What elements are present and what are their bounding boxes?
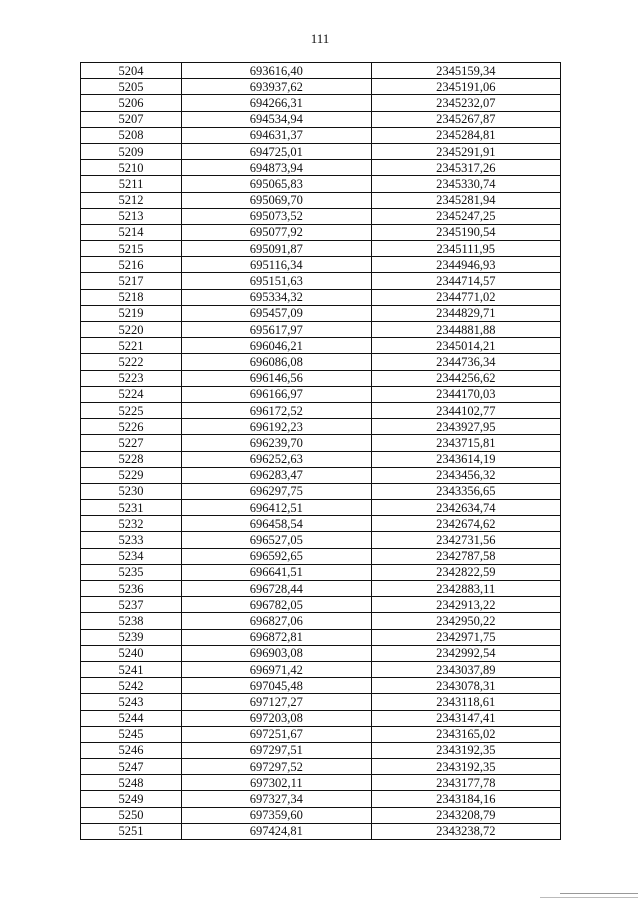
x-coordinate-cell: 697045,48 bbox=[182, 678, 371, 694]
table-row bbox=[81, 63, 561, 79]
point-number-cell: 5212 bbox=[81, 192, 182, 208]
y-coordinate-cell: 2344714,57 bbox=[371, 273, 561, 289]
table-row bbox=[81, 483, 561, 499]
y-coordinate-cell: 2345330,74 bbox=[371, 176, 561, 192]
table-row bbox=[81, 500, 561, 516]
point-number-cell: 5249 bbox=[81, 791, 182, 807]
point-number-cell: 5223 bbox=[81, 370, 182, 386]
y-coordinate-cell: 2345317,26 bbox=[371, 160, 561, 176]
table-row bbox=[81, 645, 561, 661]
point-number-cell: 5229 bbox=[81, 467, 182, 483]
y-coordinate-cell: 2344829,71 bbox=[371, 305, 561, 321]
x-coordinate-cell: 696146,56 bbox=[182, 370, 371, 386]
y-coordinate-cell: 2343208,79 bbox=[371, 807, 561, 823]
point-number-cell: 5251 bbox=[81, 823, 182, 839]
table-row bbox=[81, 257, 561, 273]
point-number-cell: 5236 bbox=[81, 581, 182, 597]
table-row bbox=[81, 208, 561, 224]
y-coordinate-cell: 2345281,94 bbox=[371, 192, 561, 208]
point-number-cell: 5215 bbox=[81, 241, 182, 257]
point-number-cell: 5211 bbox=[81, 176, 182, 192]
point-number-cell: 5234 bbox=[81, 548, 182, 564]
x-coordinate-cell: 696872,81 bbox=[182, 629, 371, 645]
table-row bbox=[81, 386, 561, 402]
x-coordinate-cell: 696728,44 bbox=[182, 581, 371, 597]
table-row bbox=[81, 661, 561, 677]
coordinates-table bbox=[80, 62, 561, 840]
y-coordinate-cell: 2342674,62 bbox=[371, 516, 561, 532]
table-row bbox=[81, 451, 561, 467]
point-number-cell: 5214 bbox=[81, 224, 182, 240]
y-coordinate-cell: 2343037,89 bbox=[371, 661, 561, 677]
point-number-cell: 5227 bbox=[81, 435, 182, 451]
point-number-cell: 5224 bbox=[81, 386, 182, 402]
point-number-cell: 5235 bbox=[81, 564, 182, 580]
table-row bbox=[81, 581, 561, 597]
x-coordinate-cell: 694534,94 bbox=[182, 111, 371, 127]
x-coordinate-cell: 697251,67 bbox=[182, 726, 371, 742]
x-coordinate-cell: 696239,70 bbox=[182, 435, 371, 451]
point-number-cell: 5206 bbox=[81, 95, 182, 111]
point-number-cell: 5225 bbox=[81, 402, 182, 418]
y-coordinate-cell: 2343456,32 bbox=[371, 467, 561, 483]
point-number-cell: 5216 bbox=[81, 257, 182, 273]
margin-rule bbox=[540, 897, 638, 898]
x-coordinate-cell: 695069,70 bbox=[182, 192, 371, 208]
point-number-cell: 5233 bbox=[81, 532, 182, 548]
y-coordinate-cell: 2345232,07 bbox=[371, 95, 561, 111]
y-coordinate-cell: 2345291,91 bbox=[371, 143, 561, 159]
y-coordinate-cell: 2342883,11 bbox=[371, 581, 561, 597]
y-coordinate-cell: 2344736,34 bbox=[371, 354, 561, 370]
table-row bbox=[81, 564, 561, 580]
x-coordinate-cell: 696412,51 bbox=[182, 500, 371, 516]
table-row bbox=[81, 370, 561, 386]
table-row bbox=[81, 467, 561, 483]
y-coordinate-cell: 2344771,02 bbox=[371, 289, 561, 305]
x-coordinate-cell: 693616,40 bbox=[182, 63, 371, 79]
point-number-cell: 5241 bbox=[81, 661, 182, 677]
y-coordinate-cell: 2343927,95 bbox=[371, 419, 561, 435]
x-coordinate-cell: 696641,51 bbox=[182, 564, 371, 580]
y-coordinate-cell: 2343715,81 bbox=[371, 435, 561, 451]
x-coordinate-cell: 697302,11 bbox=[182, 775, 371, 791]
page-number: 111 bbox=[310, 31, 330, 46]
x-coordinate-cell: 694266,31 bbox=[182, 95, 371, 111]
point-number-cell: 5250 bbox=[81, 807, 182, 823]
x-coordinate-cell: 694631,37 bbox=[182, 127, 371, 143]
y-coordinate-cell: 2342634,74 bbox=[371, 500, 561, 516]
x-coordinate-cell: 695457,09 bbox=[182, 305, 371, 321]
x-coordinate-cell: 697297,52 bbox=[182, 759, 371, 775]
x-coordinate-cell: 695151,63 bbox=[182, 273, 371, 289]
table-row bbox=[81, 742, 561, 758]
y-coordinate-cell: 2345267,87 bbox=[371, 111, 561, 127]
y-coordinate-cell: 2344170,03 bbox=[371, 386, 561, 402]
table-row bbox=[81, 322, 561, 338]
point-number-cell: 5238 bbox=[81, 613, 182, 629]
table-row bbox=[81, 95, 561, 111]
x-coordinate-cell: 697359,60 bbox=[182, 807, 371, 823]
table-row bbox=[81, 710, 561, 726]
point-number-cell: 5210 bbox=[81, 160, 182, 176]
y-coordinate-cell: 2343238,72 bbox=[371, 823, 561, 839]
y-coordinate-cell: 2345159,34 bbox=[371, 63, 561, 79]
x-coordinate-cell: 696971,42 bbox=[182, 661, 371, 677]
y-coordinate-cell: 2342992,54 bbox=[371, 645, 561, 661]
point-number-cell: 5205 bbox=[81, 79, 182, 95]
table-row bbox=[81, 402, 561, 418]
y-coordinate-cell: 2343118,61 bbox=[371, 694, 561, 710]
x-coordinate-cell: 695091,87 bbox=[182, 241, 371, 257]
x-coordinate-cell: 696458,54 bbox=[182, 516, 371, 532]
point-number-cell: 5226 bbox=[81, 419, 182, 435]
x-coordinate-cell: 697424,81 bbox=[182, 823, 371, 839]
x-coordinate-cell: 696252,63 bbox=[182, 451, 371, 467]
point-number-cell: 5207 bbox=[81, 111, 182, 127]
y-coordinate-cell: 2342971,75 bbox=[371, 629, 561, 645]
point-number-cell: 5228 bbox=[81, 451, 182, 467]
y-coordinate-cell: 2345284,81 bbox=[371, 127, 561, 143]
point-number-cell: 5248 bbox=[81, 775, 182, 791]
point-number-cell: 5246 bbox=[81, 742, 182, 758]
table-row bbox=[81, 613, 561, 629]
table-row bbox=[81, 111, 561, 127]
table-row bbox=[81, 224, 561, 240]
x-coordinate-cell: 694873,94 bbox=[182, 160, 371, 176]
point-number-cell: 5232 bbox=[81, 516, 182, 532]
y-coordinate-cell: 2342731,56 bbox=[371, 532, 561, 548]
point-number-cell: 5220 bbox=[81, 322, 182, 338]
x-coordinate-cell: 696046,21 bbox=[182, 338, 371, 354]
y-coordinate-cell: 2345247,25 bbox=[371, 208, 561, 224]
table-row bbox=[81, 338, 561, 354]
table-row bbox=[81, 176, 561, 192]
point-number-cell: 5213 bbox=[81, 208, 182, 224]
table-row bbox=[81, 435, 561, 451]
x-coordinate-cell: 697203,08 bbox=[182, 710, 371, 726]
table-row bbox=[81, 241, 561, 257]
point-number-cell: 5230 bbox=[81, 483, 182, 499]
y-coordinate-cell: 2345190,54 bbox=[371, 224, 561, 240]
point-number-cell: 5245 bbox=[81, 726, 182, 742]
x-coordinate-cell: 696527,05 bbox=[182, 532, 371, 548]
x-coordinate-cell: 696086,08 bbox=[182, 354, 371, 370]
y-coordinate-cell: 2343192,35 bbox=[371, 742, 561, 758]
x-coordinate-cell: 697297,51 bbox=[182, 742, 371, 758]
y-coordinate-cell: 2343165,02 bbox=[371, 726, 561, 742]
point-number-cell: 5243 bbox=[81, 694, 182, 710]
y-coordinate-cell: 2342950,22 bbox=[371, 613, 561, 629]
point-number-cell: 5239 bbox=[81, 629, 182, 645]
point-number-cell: 5244 bbox=[81, 710, 182, 726]
y-coordinate-cell: 2344946,93 bbox=[371, 257, 561, 273]
x-coordinate-cell: 696192,23 bbox=[182, 419, 371, 435]
y-coordinate-cell: 2343614,19 bbox=[371, 451, 561, 467]
table-row bbox=[81, 289, 561, 305]
table-row bbox=[81, 597, 561, 613]
table-row bbox=[81, 678, 561, 694]
table-row bbox=[81, 548, 561, 564]
point-number-cell: 5217 bbox=[81, 273, 182, 289]
point-number-cell: 5209 bbox=[81, 143, 182, 159]
x-coordinate-cell: 696782,05 bbox=[182, 597, 371, 613]
x-coordinate-cell: 696827,06 bbox=[182, 613, 371, 629]
table-row bbox=[81, 160, 561, 176]
table-row bbox=[81, 305, 561, 321]
table-row bbox=[81, 791, 561, 807]
y-coordinate-cell: 2343177,78 bbox=[371, 775, 561, 791]
point-number-cell: 5204 bbox=[81, 63, 182, 79]
y-coordinate-cell: 2343184,16 bbox=[371, 791, 561, 807]
point-number-cell: 5237 bbox=[81, 597, 182, 613]
point-number-cell: 5247 bbox=[81, 759, 182, 775]
x-coordinate-cell: 697127,27 bbox=[182, 694, 371, 710]
x-coordinate-cell: 695334,32 bbox=[182, 289, 371, 305]
y-coordinate-cell: 2342913,22 bbox=[371, 597, 561, 613]
point-number-cell: 5240 bbox=[81, 645, 182, 661]
table-row bbox=[81, 273, 561, 289]
x-coordinate-cell: 695617,97 bbox=[182, 322, 371, 338]
table-row bbox=[81, 419, 561, 435]
table-row bbox=[81, 532, 561, 548]
y-coordinate-cell: 2343147,41 bbox=[371, 710, 561, 726]
table-row bbox=[81, 192, 561, 208]
table-row bbox=[81, 143, 561, 159]
y-coordinate-cell: 2343192,35 bbox=[371, 759, 561, 775]
x-coordinate-cell: 695065,83 bbox=[182, 176, 371, 192]
y-coordinate-cell: 2343078,31 bbox=[371, 678, 561, 694]
y-coordinate-cell: 2345014,21 bbox=[371, 338, 561, 354]
x-coordinate-cell: 695077,92 bbox=[182, 224, 371, 240]
y-coordinate-cell: 2343356,65 bbox=[371, 483, 561, 499]
table-row bbox=[81, 775, 561, 791]
coordinates-table-body bbox=[81, 63, 561, 840]
table-row bbox=[81, 354, 561, 370]
x-coordinate-cell: 695116,34 bbox=[182, 257, 371, 273]
x-coordinate-cell: 696283,47 bbox=[182, 467, 371, 483]
table-row bbox=[81, 694, 561, 710]
y-coordinate-cell: 2344256,62 bbox=[371, 370, 561, 386]
x-coordinate-cell: 696172,52 bbox=[182, 402, 371, 418]
table-row bbox=[81, 127, 561, 143]
table-row bbox=[81, 823, 561, 839]
margin-rule bbox=[560, 893, 638, 894]
y-coordinate-cell: 2342822,59 bbox=[371, 564, 561, 580]
table-row bbox=[81, 516, 561, 532]
x-coordinate-cell: 694725,01 bbox=[182, 143, 371, 159]
point-number-cell: 5231 bbox=[81, 500, 182, 516]
y-coordinate-cell: 2345191,06 bbox=[371, 79, 561, 95]
y-coordinate-cell: 2344102,77 bbox=[371, 402, 561, 418]
table-row bbox=[81, 79, 561, 95]
x-coordinate-cell: 696592,65 bbox=[182, 548, 371, 564]
x-coordinate-cell: 696903,08 bbox=[182, 645, 371, 661]
x-coordinate-cell: 696297,75 bbox=[182, 483, 371, 499]
x-coordinate-cell: 695073,52 bbox=[182, 208, 371, 224]
table-row bbox=[81, 759, 561, 775]
table-row bbox=[81, 726, 561, 742]
point-number-cell: 5221 bbox=[81, 338, 182, 354]
point-number-cell: 5242 bbox=[81, 678, 182, 694]
y-coordinate-cell: 2342787,58 bbox=[371, 548, 561, 564]
point-number-cell: 5218 bbox=[81, 289, 182, 305]
x-coordinate-cell: 696166,97 bbox=[182, 386, 371, 402]
y-coordinate-cell: 2345111,95 bbox=[371, 241, 561, 257]
table-row bbox=[81, 629, 561, 645]
point-number-cell: 5219 bbox=[81, 305, 182, 321]
point-number-cell: 5222 bbox=[81, 354, 182, 370]
y-coordinate-cell: 2344881,88 bbox=[371, 322, 561, 338]
x-coordinate-cell: 693937,62 bbox=[182, 79, 371, 95]
point-number-cell: 5208 bbox=[81, 127, 182, 143]
table-row bbox=[81, 807, 561, 823]
x-coordinate-cell: 697327,34 bbox=[182, 791, 371, 807]
